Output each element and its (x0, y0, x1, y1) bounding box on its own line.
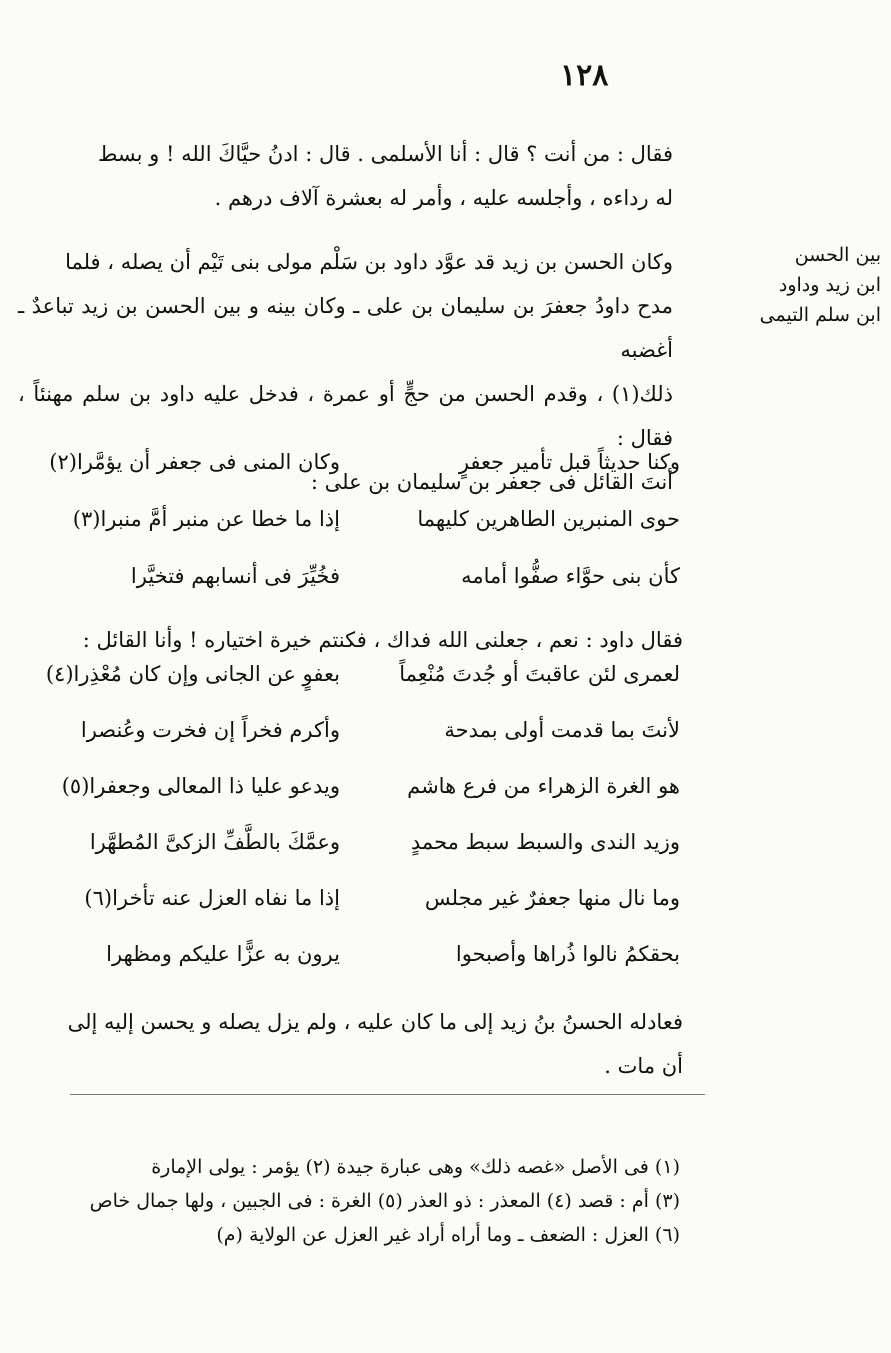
margin-note-line: ابن سلم التيمى (759, 304, 881, 326)
text-line: مدح داودُ جعفرَ بن سليمان بن على ـ وكان بينه و بين الحسن بن زيد تباعدٌ ـ أغضبه (18, 294, 673, 362)
hemistich-first: هو الغرة الزهراء من فرع هاشم (407, 774, 680, 798)
footnotes (40, 1150, 680, 1252)
text-line: له رداءه ، وأجلسه عليه ، وأمر له بعشرة آلاف درهم . (214, 186, 673, 210)
hemistich-second: إذا ما نفاه العزل عنه تأخرا(٦) (84, 886, 340, 910)
paragraph-reply (18, 618, 683, 662)
verse (40, 564, 680, 621)
verse (40, 886, 680, 942)
poem-block-2 (40, 662, 680, 998)
verse (40, 830, 680, 886)
text-line: أنتَ القائل فى جعفر بن سليمان بن على : (310, 470, 673, 494)
paragraph-intro (18, 132, 673, 220)
hemistich-first: وزيد الندى والسبط سبط محمدٍ (410, 830, 680, 854)
margin-note-line: بين الحسن (794, 244, 881, 266)
hemistich-first: بحقكمُ نالوا ذُراها وأصبحوا (455, 942, 680, 966)
footnote-divider (70, 1094, 705, 1095)
text-line: فقال داود : نعم ، جعلنى الله فداك ، فكنتم خيرة اختياره ! وأنا القائل : (82, 628, 683, 652)
verse (40, 718, 680, 774)
text-line: وكان الحسن بن زيد قد عوَّد داود بن سَلْم مولى بنى تَيْم أن يصله ، فلما (65, 250, 673, 274)
hemistich-first: حوى المنبرين الطاهرين كليهما (417, 507, 680, 531)
verse (40, 942, 680, 998)
hemistich-first: وما نال منها جعفرٌ غير مجلس (424, 886, 680, 910)
footnote-line: (٣) أم : قصد (٤) المعذر : ذو العذر (٥) الغرة : فى الجبين ، ولها جمال خاص (89, 1190, 680, 1212)
verse (40, 450, 680, 507)
text-line: ذلك(١) ، وقدم الحسن من حجٍّ أو عمرة ، فدخل عليه داود بن سلم مهنئاً ، فقال : (18, 382, 673, 450)
hemistich-second: بعفوٍ عن الجانى وإن كان مُعْذِرا(٤) (45, 662, 340, 686)
margin-note (696, 240, 881, 330)
hemistich-second: ويدعو عليا ذا المعالى وجعفرا(٥) (61, 774, 340, 798)
footnote-line: (٦) العزل : الضعف ـ وما أراه أراد غير العزل عن الولاية (م) (216, 1224, 680, 1246)
text-line: فعادله الحسنُ بنُ زيد إلى ما كان عليه ، ولم يزل يصله و يحسن إليه إلى (67, 1010, 683, 1034)
hemistich-second: فخُيِّرَ فى أنسابهم فتخيَّرا (130, 564, 340, 588)
hemistich-first: كأن بنى حوَّاء صفُّوا أمامه (461, 564, 680, 588)
hemistich-second: وكان المنى فى جعفر أن يؤمَّرا(٢) (49, 450, 340, 474)
margin-note-line: ابن زيد وداود (778, 274, 881, 296)
hemistich-first: لعمرى لئن عاقبتَ أو جُدتَ مُنْعِماً (399, 662, 680, 686)
hemistich-first: وكنا حديثاً قبل تأمير جعفرٍ (458, 450, 680, 474)
text-line: أن مات . (604, 1054, 683, 1078)
text-line: فقال : من أنت ؟ قال : أنا الأسلمى . قال : ادنُ حيَّاكَ الله ! و بسط (97, 142, 673, 166)
paragraph-conclusion (18, 1000, 683, 1088)
page-number: ١٢٨ (560, 58, 609, 93)
verse (40, 507, 680, 564)
verse (40, 662, 680, 718)
hemistich-second: يرون به عزًّا عليكم ومظهرا (106, 942, 340, 966)
hemistich-second: وعمَّكَ بالطَّفِّ الزكىَّ المُطهَّرا (89, 830, 340, 854)
footnote-line: (١) فى الأصل «غصه ذلك» وهى عبارة جيدة (٢) يؤمر : يولى الإمارة (151, 1156, 680, 1178)
verse (40, 774, 680, 830)
hemistich-first: لأنتَ بما قدمت أولى بمدحة (444, 718, 680, 742)
hemistich-second: إذا ما خطا عن منبر أمَّ منبرا(٣) (72, 507, 340, 531)
poem-block-1 (40, 450, 680, 621)
hemistich-second: وأكرم فخراً إن فخرت وعُنصرا (80, 718, 340, 742)
